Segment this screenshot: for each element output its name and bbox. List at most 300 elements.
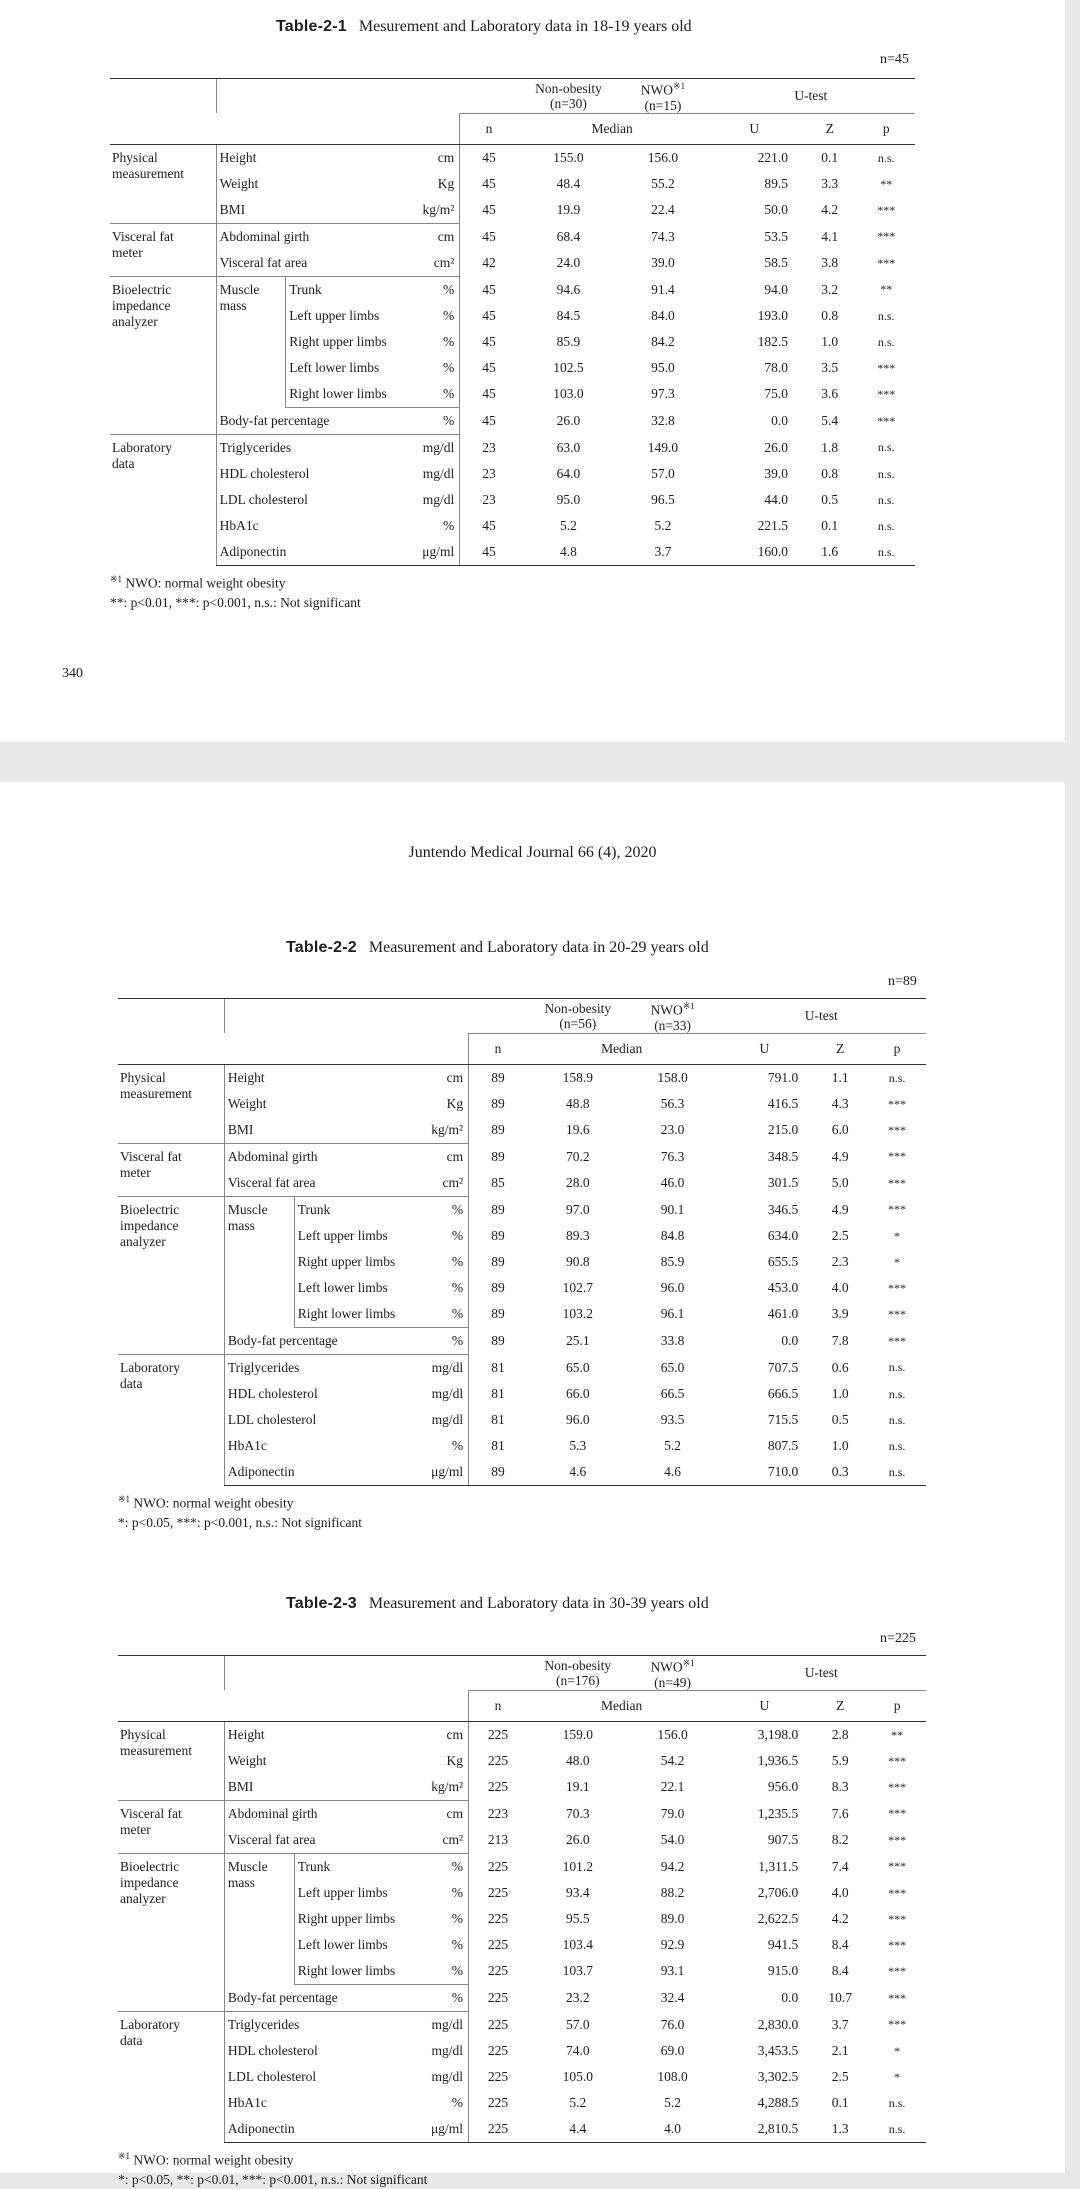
n-cell: 45 xyxy=(482,386,496,402)
unit-cell: mg/dl xyxy=(395,2038,468,2064)
p-cell: *** xyxy=(888,1202,907,1217)
col-non-obesity: Non-obesity (n=56) xyxy=(527,999,629,1034)
row-label: Adiponectin xyxy=(224,2116,395,2143)
nwo-median-cell: 4.6 xyxy=(629,1459,717,1486)
u-cell: 94.0 xyxy=(764,281,788,297)
nwo-median-cell: 96.0 xyxy=(660,1280,685,1295)
row-label: Triglycerides xyxy=(216,435,387,462)
n-cell: 81 xyxy=(491,1438,505,1453)
table-row xyxy=(110,408,915,435)
table-title: Mesurement and Laboratory data in 18-19 years old xyxy=(358,18,692,35)
table-row xyxy=(118,1459,926,1486)
non-obesity-median-cell: 94.6 xyxy=(556,281,581,297)
n-cell: 45 xyxy=(482,150,496,165)
p-cell: *** xyxy=(888,2017,907,2032)
non-obesity-median-cell: 103.7 xyxy=(562,1963,593,1979)
n-cell: 225 xyxy=(487,1727,509,1742)
muscle-mass-label: Muscle mass xyxy=(224,1197,294,1328)
u-cell: 182.5 xyxy=(757,334,788,349)
non-obesity-median-cell: 68.4 xyxy=(556,228,581,244)
non-obesity-median-cell: 70.3 xyxy=(565,1805,590,1821)
table-title: Measurement and Laboratory data in 30-39 years old xyxy=(368,1595,709,1612)
nwo-median-cell: 4.0 xyxy=(629,2116,717,2143)
u-cell: 710.0 xyxy=(717,1459,813,1486)
n-cell: 81 xyxy=(491,1412,505,1427)
n-cell: 225 xyxy=(487,1885,509,1900)
nwo-median-cell: 156.0 xyxy=(647,150,679,165)
n-cell: 225 xyxy=(487,1963,509,1979)
p-cell: *** xyxy=(888,1990,907,2005)
nwo-median-cell: 90.1 xyxy=(660,1201,685,1217)
p-cell: n.s. xyxy=(877,334,895,349)
row-label: Weight xyxy=(224,1748,395,1774)
non-obesity-median-cell: 4.4 xyxy=(527,2116,629,2143)
unit-cell: mg/dl xyxy=(395,1355,468,1382)
n-cell: 45 xyxy=(482,308,496,323)
table-row xyxy=(110,435,915,462)
table-row xyxy=(110,487,915,513)
non-obesity-median-cell: 57.0 xyxy=(565,2016,590,2032)
n-cell: 81 xyxy=(491,1359,505,1375)
row-label: HDL cholesterol xyxy=(224,1381,395,1407)
col-u: U xyxy=(707,113,802,145)
z-cell: 1.1 xyxy=(831,1070,849,1085)
z-cell: 1.8 xyxy=(821,439,839,455)
n-cell: 23 xyxy=(482,439,496,455)
u-cell: 915.0 xyxy=(767,1963,799,1979)
z-cell: 1.0 xyxy=(831,1438,849,1453)
u-cell: 58.5 xyxy=(764,255,788,271)
nwo-median-cell: 108.0 xyxy=(657,2069,688,2084)
n-cell: 225 xyxy=(487,1779,509,1795)
z-cell: 7.8 xyxy=(831,1333,849,1348)
non-obesity-median-cell: 70.2 xyxy=(565,1148,590,1164)
non-obesity-median-cell: 48.8 xyxy=(565,1096,590,1111)
nwo-median-cell: 97.3 xyxy=(651,386,675,402)
u-cell: 50.0 xyxy=(764,202,788,218)
row-label: Triglycerides xyxy=(224,2012,395,2039)
n-cell: 45 xyxy=(482,334,496,349)
p-cell: *** xyxy=(877,413,896,428)
u-cell: 3,198.0 xyxy=(757,1727,799,1742)
non-obesity-median-cell: 64.0 xyxy=(556,466,581,481)
non-obesity-median-cell: 26.0 xyxy=(556,413,581,428)
p-cell: *** xyxy=(888,1806,907,1821)
col-u-test: U-test xyxy=(707,79,915,114)
p-cell: n.s. xyxy=(877,492,895,507)
footnote-nwo: NWO: normal weight obesity xyxy=(133,1495,294,1511)
u-cell: 78.0 xyxy=(764,360,788,375)
z-cell: 6.0 xyxy=(831,1122,849,1138)
muscle-mass-label: Muscle mass xyxy=(216,277,286,408)
nwo-median-cell: 33.8 xyxy=(660,1333,685,1348)
non-obesity-median-cell: 95.5 xyxy=(565,1911,590,1926)
category-cell: Laboratory data xyxy=(110,435,216,566)
nwo-median-cell: 91.4 xyxy=(651,281,675,297)
nwo-median-cell: 85.9 xyxy=(660,1254,685,1269)
col-median: Median xyxy=(518,113,707,145)
non-obesity-median-cell: 4.8 xyxy=(518,539,620,566)
unit-cell: μg/ml xyxy=(395,1459,468,1486)
z-cell: 0.1 xyxy=(831,2095,849,2110)
nwo-median-cell: 32.8 xyxy=(651,413,675,428)
p-cell: *** xyxy=(888,1122,907,1137)
p-cell: *** xyxy=(877,255,896,270)
p-cell: * xyxy=(894,2069,901,2084)
nwo-median-cell: 5.2 xyxy=(654,518,672,533)
u-cell: 193.0 xyxy=(757,308,788,323)
non-obesity-median-cell: 155.0 xyxy=(553,150,584,165)
p-cell: *** xyxy=(888,1937,907,1952)
non-obesity-median-cell: 102.7 xyxy=(562,1280,593,1295)
unit-cell: % xyxy=(395,1433,468,1459)
z-cell: 0.8 xyxy=(821,466,839,481)
u-cell: 2,830.0 xyxy=(757,2016,799,2032)
nwo-median-cell: 79.0 xyxy=(660,1805,685,1821)
z-cell: 3.2 xyxy=(821,281,839,297)
table-title: Measurement and Laboratory data in 20-29 years old xyxy=(368,939,709,956)
row-label: HDL cholesterol xyxy=(216,461,387,487)
z-cell: 4.0 xyxy=(831,1885,849,1900)
table-row xyxy=(110,224,915,251)
table-footnote: $^{※1}$ NWO: normal weight obesity *: p<0.05, **: p<0.01, ***: p<0.001, n.s.: Not significant xyxy=(118,2151,428,2187)
p-cell: n.s. xyxy=(888,1070,906,1085)
table-row xyxy=(118,1854,926,1881)
u-cell: 346.5 xyxy=(767,1201,799,1217)
col-n: n xyxy=(469,1690,527,1722)
row-label: Weight xyxy=(224,1091,395,1117)
row-label: Height xyxy=(224,1722,395,1749)
u-cell: 160.0 xyxy=(707,539,802,566)
nwo-median-cell: 54.2 xyxy=(660,1753,685,1768)
u-cell: 215.0 xyxy=(767,1122,799,1138)
unit-cell: cm xyxy=(395,1144,468,1171)
table-label: Table-2-3 xyxy=(286,1595,357,1612)
z-cell: 8.4 xyxy=(831,1963,849,1979)
z-cell: 3.7 xyxy=(831,2016,849,2032)
n-cell: 45 xyxy=(482,413,496,428)
table-row xyxy=(118,1091,926,1117)
p-cell: *** xyxy=(888,1753,907,1768)
p-cell: n.s. xyxy=(877,466,895,481)
row-label: HDL cholesterol xyxy=(224,2038,395,2064)
p-cell: *** xyxy=(888,1149,907,1164)
non-obesity-median-cell: 84.5 xyxy=(556,308,581,323)
n-cell: 45 xyxy=(482,518,496,533)
category-cell: Laboratory data xyxy=(118,1355,224,1486)
n-cell: 42 xyxy=(482,255,496,271)
footnote-significance: *: p<0.05, **: p<0.01, ***: p<0.001, n.s.: Not significant xyxy=(118,2171,428,2187)
row-label: Visceral fat area xyxy=(216,250,387,277)
unit-cell: μg/ml xyxy=(395,2116,468,2143)
row-label: Abdominal girth xyxy=(224,1801,395,1828)
unit-cell: cm xyxy=(395,1065,468,1092)
table-row xyxy=(118,1827,926,1854)
unit-cell: mg/dl xyxy=(395,2012,468,2039)
z-cell: 1.3 xyxy=(812,2116,868,2143)
row-label: HbA1c xyxy=(224,1433,395,1459)
unit-cell: cm² xyxy=(395,1827,468,1854)
p-cell: ** xyxy=(880,282,893,297)
table-row xyxy=(118,1722,926,1749)
col-p: p xyxy=(868,1690,926,1722)
col-median: Median xyxy=(527,1690,717,1722)
footnote-nwo: NWO: normal weight obesity xyxy=(125,575,286,591)
unit-cell: mg/dl xyxy=(387,461,460,487)
z-cell: 0.1 xyxy=(821,150,839,165)
unit-cell: kg/m² xyxy=(395,1774,468,1801)
unit-cell: % xyxy=(395,1906,468,1932)
col-u: U xyxy=(717,1033,813,1065)
table-row xyxy=(110,539,915,566)
table-row xyxy=(118,1801,926,1828)
z-cell: 2.8 xyxy=(831,1727,849,1742)
row-label: Triglycerides xyxy=(224,1355,395,1382)
u-cell: 634.0 xyxy=(767,1228,799,1243)
n-cell: 225 xyxy=(487,1911,509,1926)
table-row xyxy=(110,145,915,172)
unit-cell: % xyxy=(395,1932,468,1958)
nwo-median-cell: 93.5 xyxy=(660,1412,685,1427)
n-cell: 23 xyxy=(482,492,496,507)
row-label: Visceral fat area xyxy=(224,1827,395,1854)
n-cell: 225 xyxy=(487,1990,509,2005)
unit-cell: % xyxy=(395,1301,468,1328)
nwo-median-cell: 65.0 xyxy=(660,1359,685,1375)
z-cell: 2.1 xyxy=(831,2043,849,2058)
u-cell: 2,810.5 xyxy=(716,2116,812,2143)
non-obesity-median-cell: 74.0 xyxy=(565,2043,590,2058)
u-cell: 221.0 xyxy=(757,150,788,165)
nwo-median-cell: 94.2 xyxy=(660,1858,685,1874)
p-cell: * xyxy=(894,1228,901,1243)
z-cell: 1.0 xyxy=(831,1386,849,1401)
category-cell: Visceral fat meter xyxy=(118,1144,224,1197)
n-cell: 45 xyxy=(482,281,496,297)
table-caption xyxy=(276,18,692,36)
row-label: Right lower limbs xyxy=(294,1301,395,1328)
non-obesity-median-cell: 5.2 xyxy=(569,2095,587,2110)
row-label: Visceral fat area xyxy=(224,1170,395,1197)
row-label: Trunk xyxy=(286,277,387,304)
table-row xyxy=(118,2090,926,2116)
unit-cell: % xyxy=(395,1985,468,2012)
row-label: HbA1c xyxy=(216,513,387,539)
page-340 xyxy=(0,0,1065,742)
non-obesity-median-cell: 48.4 xyxy=(556,176,581,191)
p-cell: *** xyxy=(888,1333,907,1348)
unit-cell: % xyxy=(395,1223,468,1249)
col-n: n xyxy=(460,113,518,145)
non-obesity-median-cell: 19.1 xyxy=(565,1779,590,1795)
table-caption xyxy=(286,1595,709,1613)
p-cell: ** xyxy=(891,1727,904,1742)
z-cell: 5.0 xyxy=(831,1175,849,1191)
u-cell: 0.0 xyxy=(781,1990,799,2005)
table-row xyxy=(118,2012,926,2039)
non-obesity-median-cell: 65.0 xyxy=(565,1359,590,1375)
nwo-median-cell: 3.7 xyxy=(619,539,706,566)
n-cell: 85 xyxy=(491,1175,505,1191)
col-non-obesity: Non-obesity (n=30) xyxy=(518,79,620,114)
non-obesity-median-cell: 159.0 xyxy=(562,1727,593,1742)
n-cell: 89 xyxy=(491,1254,505,1269)
z-cell: 8.3 xyxy=(831,1779,849,1795)
col-n: n xyxy=(469,1033,527,1065)
p-cell: * xyxy=(894,1254,901,1269)
non-obesity-median-cell: 103.0 xyxy=(553,386,584,402)
n-cell: 225 xyxy=(487,1937,509,1952)
row-label: Body-fat percentage xyxy=(224,1985,395,2012)
u-cell: 75.0 xyxy=(764,386,788,402)
z-cell: 1.0 xyxy=(821,334,839,349)
unit-cell: % xyxy=(387,513,460,539)
unit-cell: % xyxy=(387,355,460,381)
unit-cell: mg/dl xyxy=(395,1407,468,1433)
z-cell: 0.5 xyxy=(831,1412,849,1427)
z-cell: 0.6 xyxy=(831,1359,849,1375)
u-cell: 89.5 xyxy=(764,176,788,191)
non-obesity-median-cell: 63.0 xyxy=(556,439,581,455)
unit-cell: mg/dl xyxy=(387,435,460,462)
nwo-median-cell: 22.4 xyxy=(651,202,675,218)
table-row xyxy=(110,171,915,197)
table-row xyxy=(118,1407,926,1433)
col-z: Z xyxy=(812,1690,868,1722)
u-cell: 221.5 xyxy=(757,518,788,533)
non-obesity-median-cell: 25.1 xyxy=(565,1333,590,1348)
nwo-median-cell: 5.2 xyxy=(664,1438,682,1453)
row-label: Height xyxy=(216,145,387,172)
unit-cell: % xyxy=(387,408,460,435)
z-cell: 2.5 xyxy=(831,1228,849,1243)
u-cell: 791.0 xyxy=(767,1070,799,1085)
table-row xyxy=(118,2064,926,2090)
z-cell: 3.3 xyxy=(821,176,839,191)
p-cell: n.s. xyxy=(857,539,915,566)
nwo-median-cell: 39.0 xyxy=(651,255,675,271)
unit-cell: % xyxy=(395,1275,468,1301)
data-table xyxy=(118,998,926,1486)
col-u: U xyxy=(716,1690,812,1722)
row-label: Trunk xyxy=(294,1854,395,1881)
nwo-median-cell: 5.2 xyxy=(664,2095,682,2110)
n-cell: 89 xyxy=(491,1096,505,1111)
p-cell: *** xyxy=(877,386,896,401)
table-row xyxy=(118,1170,926,1197)
unit-cell: kg/m² xyxy=(387,197,460,224)
z-cell: 10.7 xyxy=(828,1990,853,2005)
nwo-median-cell: 95.0 xyxy=(651,360,675,375)
p-cell: *** xyxy=(888,1859,907,1874)
unit-cell: μg/ml xyxy=(387,539,460,566)
u-cell: 1,936.5 xyxy=(757,1753,799,1768)
nwo-median-cell: 93.1 xyxy=(660,1963,685,1979)
table-row xyxy=(110,277,915,304)
table-row xyxy=(118,1433,926,1459)
z-cell: 7.6 xyxy=(831,1805,849,1821)
non-obesity-median-cell: 19.6 xyxy=(565,1122,590,1138)
z-cell: 7.4 xyxy=(831,1858,849,1874)
u-cell: 1,311.5 xyxy=(758,1858,799,1874)
z-cell: 0.1 xyxy=(821,518,839,533)
nwo-median-cell: 56.3 xyxy=(660,1096,685,1111)
category-cell: Laboratory data xyxy=(118,2012,224,2143)
p-cell: *** xyxy=(888,1885,907,1900)
nwo-median-cell: 149.0 xyxy=(647,439,679,455)
z-cell: 3.9 xyxy=(831,1306,849,1322)
unit-cell: cm² xyxy=(387,250,460,277)
u-cell: 1,235.5 xyxy=(757,1805,799,1821)
n-cell: 89 xyxy=(491,1122,505,1138)
n-cell: 89 xyxy=(469,1459,527,1486)
non-obesity-median-cell: 23.2 xyxy=(565,1990,590,2005)
non-obesity-median-cell: 5.2 xyxy=(560,518,577,533)
non-obesity-median-cell: 48.0 xyxy=(565,1753,590,1768)
z-cell: 3.8 xyxy=(821,255,839,271)
nwo-median-cell: 96.1 xyxy=(660,1306,685,1322)
row-label: LDL cholesterol xyxy=(216,487,387,513)
n-cell: 45 xyxy=(482,228,496,244)
table-row xyxy=(110,250,915,277)
category-cell: Visceral fat meter xyxy=(110,224,216,277)
u-cell: 907.5 xyxy=(767,1832,799,1848)
n-cell: 89 xyxy=(491,1228,505,1243)
non-obesity-median-cell: 102.5 xyxy=(553,360,584,375)
unit-cell: Kg xyxy=(387,171,460,197)
category-cell: Visceral fat meter xyxy=(118,1801,224,1854)
row-label: BMI xyxy=(216,197,387,224)
n-cell: 223 xyxy=(487,1805,509,1821)
category-cell: Bioelectric impedance analyzer xyxy=(118,1197,224,1355)
unit-cell: cm xyxy=(387,145,460,172)
n-cell: 23 xyxy=(482,466,496,481)
n-cell: 213 xyxy=(487,1832,509,1848)
row-label: Adiponectin xyxy=(216,539,387,566)
u-cell: 3,453.5 xyxy=(757,2043,799,2058)
p-cell: *** xyxy=(888,1280,907,1295)
footnote-significance: *: p<0.05, ***: p<0.001, n.s.: Not significant xyxy=(118,1514,362,1530)
z-cell: 3.5 xyxy=(821,360,839,375)
non-obesity-median-cell: 5.3 xyxy=(569,1438,587,1453)
p-cell: * xyxy=(894,2043,901,2058)
u-cell: 666.5 xyxy=(767,1386,799,1401)
z-cell: 4.9 xyxy=(831,1148,849,1164)
n-cell: 225 xyxy=(487,2095,509,2110)
row-label: Right lower limbs xyxy=(286,381,387,408)
table-n-total: n=89 xyxy=(888,974,917,989)
table-caption xyxy=(286,939,709,957)
non-obesity-median-cell: 24.0 xyxy=(556,255,581,271)
p-cell: *** xyxy=(888,1832,907,1847)
u-cell: 461.0 xyxy=(767,1306,799,1322)
unit-cell: % xyxy=(395,2090,468,2116)
non-obesity-median-cell: 105.0 xyxy=(562,2069,593,2084)
unit-cell: % xyxy=(395,1880,468,1906)
category-cell: Bioelectric impedance analyzer xyxy=(110,277,216,435)
row-label: Right upper limbs xyxy=(286,329,387,355)
col-z: Z xyxy=(802,113,857,145)
row-label: BMI xyxy=(224,1117,395,1144)
n-cell: 45 xyxy=(482,360,496,375)
table-n-total: n=225 xyxy=(880,1631,916,1646)
p-cell: n.s. xyxy=(868,2116,926,2143)
p-cell: n.s. xyxy=(877,150,895,165)
non-obesity-median-cell: 97.0 xyxy=(565,1201,590,1217)
data-table xyxy=(118,1655,926,2143)
row-label: Left upper limbs xyxy=(286,303,387,329)
u-cell: 416.5 xyxy=(767,1096,799,1111)
